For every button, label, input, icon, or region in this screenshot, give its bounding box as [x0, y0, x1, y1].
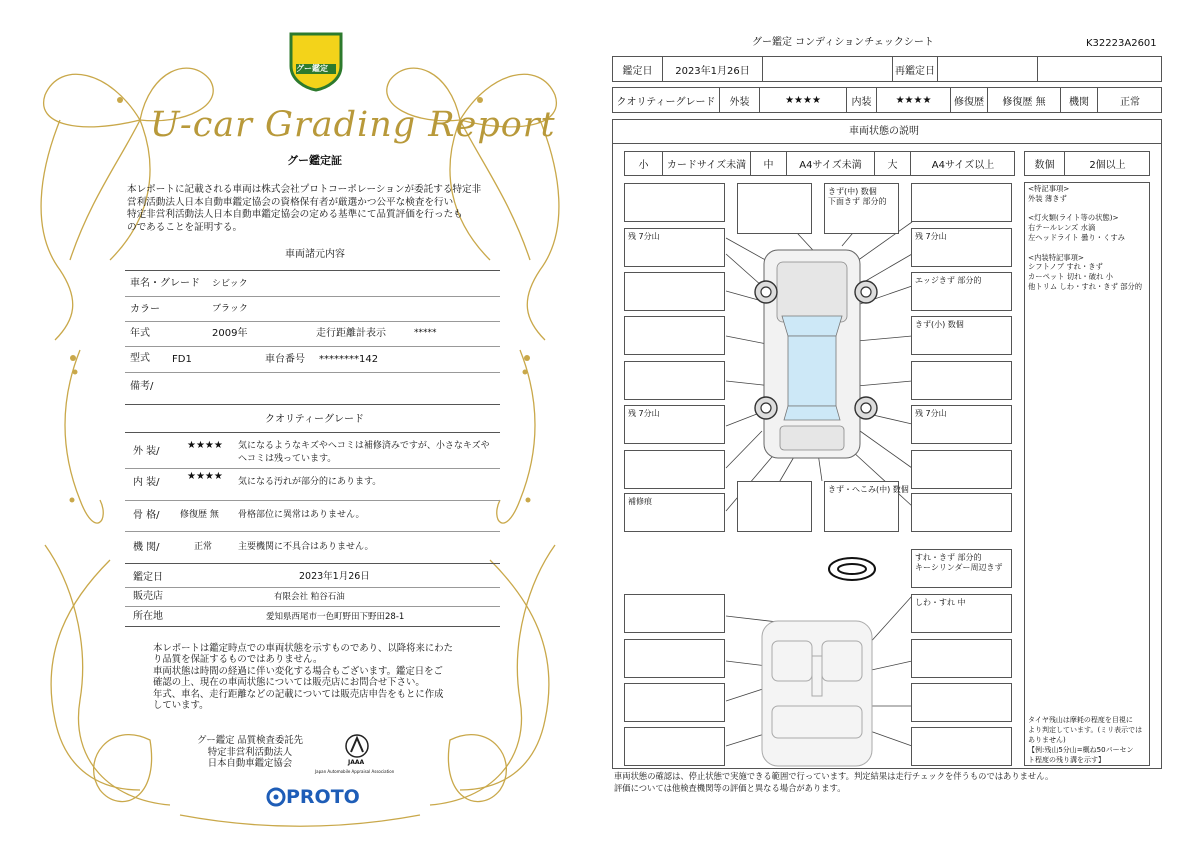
mark-box-left-6: 残 7分山 [624, 405, 725, 444]
chassis-value: ********142 [319, 354, 379, 365]
year-value: 2009年 [212, 328, 248, 339]
count-legend [1024, 151, 1150, 176]
size-large-desc: A4サイズ以上 [931, 160, 995, 171]
mark-box-left-4 [624, 316, 725, 355]
mark-box-left-3 [624, 272, 725, 311]
mark-box-right-6: 残 7分山 [911, 405, 1012, 444]
mark-box-top-1 [737, 183, 812, 234]
name-label: 車名・グレード [130, 278, 200, 289]
mark-box-int-left-3 [624, 683, 725, 722]
mark-box-bottom-1 [737, 481, 812, 532]
steering-wheel-icon [829, 558, 875, 580]
quality-title: クオリティーグレード [265, 414, 364, 425]
repair-label: 修復歴 [951, 88, 988, 112]
goo-kantei-logo [287, 30, 345, 92]
date-row [612, 56, 1162, 82]
engine-value: 正常 [1120, 96, 1140, 108]
mark-box-left-2: 残 7分山 [624, 228, 725, 267]
frame-label: 骨 格/ [133, 510, 160, 521]
mark-box-right-1 [911, 183, 1012, 222]
mark-box-top-2: きず(中) 数個 下面きず 部分的 [824, 183, 899, 234]
mark-box-bottom-2: きず・へこみ(中) 数個 [824, 481, 899, 532]
ext-stars: ★★★★ [760, 88, 847, 112]
mark-box-left-7 [624, 450, 725, 489]
count-label: 数個 [1025, 152, 1065, 175]
mark-box-right-5 [911, 361, 1012, 400]
mark-box-right-8 [911, 493, 1012, 532]
notes-text: <特記事項> 外装 薄きず <灯火類(ライト等の状態)> 右テールレンズ 水滴 左ヘッドライト 曇り・くすみ <内装特記事項> シフトノブ すれ・きず カーペット 切れ・破れ 小 他トリム しわ・すれ・きず 部分的 [1028, 184, 1143, 291]
mark-box-int-right-1: しわ・すれ 中 [911, 594, 1012, 633]
appraisal-date-label: 鑑定日 [613, 57, 663, 81]
shop-value: 有限会社 粕谷石油 [274, 592, 345, 602]
size-mid-desc: A4サイズ未満 [787, 152, 875, 175]
sheet-code: K32223A2601 [1086, 38, 1157, 49]
mark-box-int-left-4 [624, 727, 725, 766]
mark-box-int-left-2 [624, 639, 725, 678]
color-label: カラー [130, 304, 160, 315]
ext-comment-1: 気になるようなキズやヘコミは補修済みですが、小さなキズや [238, 441, 490, 451]
proto-mark-icon [266, 786, 286, 808]
grade-row [612, 87, 1162, 113]
int-label: 内 装/ [133, 477, 160, 488]
size-legend [624, 151, 1015, 176]
mark-box-int-left-1 [624, 594, 725, 633]
interior-view-icon [762, 621, 872, 766]
ext-label: 外 装/ [133, 446, 160, 457]
int-label: 内装 [847, 88, 877, 112]
logo-text: グー鑑定 [296, 64, 328, 73]
repair-value: 修復歴 無 [988, 88, 1061, 112]
grading-certificate: グー鑑定 U-car Grading Report グー鑑定証 本レポートに記載される車両は株式会社プロトコーポレーションが委託する特定非 営利活動法人日本自動車鑑定協会の資格保有者が厳選かつ公平な検査を行い 特定非営利活動法人日本自動車鑑定協会の定める基準にて品質評価を行ったも のであることを証明する。 車両諸元内容 車名・グレード シビック カラー ブラック 年式 2009年 走行距離計表示 ***** 型式 FD1 車台番号 ********142 備考/ クオリティーグレード 外 装/ ★★★★ 気になるようなキズやヘコミは補修済みですが、小さなキズや ヘコミは残っています。 内 装/ ★★★★ 気になる汚れが部分的にあります。 骨 格/ 修復歴 無 骨格部位に異常はありません。 機 関/ 正常 主要機関に不具合はありません。 鑑定日 2023年1月26日 販売店 有限会社 粕谷石油 所在地 愛知県西尾市一色町野田下野田28-1 本レポートは鑑定時点での車両状態を示すものであり、以降将来にわた り品質を保証するものではありません。 車両状態は時間の経過に伴い変化する場合もございます。鑑定日をご 確認の上、現在の車両状態については販売店にお問合せ下さい。 年式、車名、走行距離などの記載については販売店申告をもとに作成 しています。 グー鑑定 品質検査委託先 特定非営利活動法人 日本自動車鑑定協会 JAAA Japan Automobile Appraisal Association PROTO [0, 0, 600, 848]
int-comment: 気になる汚れが部分的にあります。 [238, 477, 382, 487]
footnote-1: 車両状態の確認は、停止状態で実施できる範囲で行っています。判定結果は走行チェックを伴うものではありません。 [614, 771, 1054, 781]
ext-stars: ★★★★ [187, 440, 223, 451]
model-value: FD1 [172, 354, 192, 365]
size-small-desc: カードサイズ未満 [663, 152, 751, 175]
mark-box-right-3: エッジきず 部分的 [911, 272, 1012, 311]
footer-association: グー鑑定 品質検査委託先 特定非営利活動法人 日本自動車鑑定協会 [196, 735, 304, 769]
mark-box-right-4: きず(小) 数個 [911, 316, 1012, 355]
mark-box-left-1 [624, 183, 725, 222]
mark-box-steering: すれ・きず 部分的 キーシリンダー周辺きず [911, 549, 1012, 588]
odo-value: ***** [414, 328, 437, 338]
remarks-label: 備考/ [130, 381, 154, 392]
car-top-view-icon [764, 250, 860, 458]
tire-note: タイヤ残山は摩耗の程度を目視に より判定しています。(ミリ表示では ありません) 【例:残山5分山=概ね50パーセン ト程度の残り溝を示す】 [1028, 716, 1143, 764]
reappraisal-label: 再鑑定日 [893, 57, 938, 81]
mark-box-right-2: 残 7分山 [911, 228, 1012, 267]
appraisal-date-value: 2023年1月26日 [663, 57, 763, 81]
jaaa-emblem-icon [335, 730, 395, 766]
name-value: シビック [212, 279, 248, 289]
int-stars: ★★★★ [877, 88, 951, 112]
frame-value: 修復歴 無 [180, 510, 219, 520]
year-label: 年式 [130, 328, 150, 339]
mark-box-right-7 [911, 450, 1012, 489]
explain-title: 車両状態の説明 [849, 126, 919, 137]
mark-box-left-5 [624, 361, 725, 400]
size-small: 小 [625, 152, 663, 175]
count-desc: 2個以上 [1089, 160, 1126, 171]
size-large: 大 [875, 152, 911, 175]
date-value: 2023年1月26日 [299, 571, 370, 582]
specs-title: 車両諸元内容 [285, 249, 345, 260]
date-label: 鑑定日 [133, 572, 163, 583]
mark-box-int-right-2 [911, 639, 1012, 678]
addr-value: 愛知県西尾市一色町野田下野田28-1 [266, 612, 405, 622]
model-label: 型式 [130, 353, 150, 364]
intro-text: 本レポートに記載される車両は株式会社プロトコーポレーションが委託する特定非 営利活動法人日本自動車鑑定協会の資格保有者が厳選かつ公平な検査を行い 特定非営利活動法人日本自動車鑑定協会の定める基準にて品質評価を行ったも のであることを証明する。 [127, 184, 482, 233]
addr-label: 所在地 [133, 611, 163, 622]
engine-label: 機 関/ [133, 542, 160, 553]
int-stars: ★★★★ [187, 471, 223, 482]
ext-comment-2: ヘコミは残っています。 [238, 454, 337, 464]
certificate-title: グー鑑定証 [287, 154, 342, 167]
chassis-label: 車台番号 [265, 354, 305, 365]
sheet-title: グー鑑定 コンディションチェックシート [752, 37, 934, 48]
jaaa-logo: JAAA Japan Automobile Appraisal Association [335, 730, 395, 778]
frame-comment: 骨格部位に異常はありません。 [238, 510, 365, 520]
shield-icon [287, 30, 345, 92]
script-title: U-car Grading Report [150, 105, 556, 145]
engine-value: 正常 [194, 542, 213, 552]
grade-label: クオリティーグレード [613, 88, 720, 112]
mark-box-int-right-4 [911, 727, 1012, 766]
footnote-2: 評価については他検査機関等の評価と異なる場合があります。 [614, 783, 846, 793]
notice-text: 本レポートは鑑定時点での車両状態を示すものであり、以降将来にわた り品質を保証するものではありません。 車両状態は時間の経過に伴い変化する場合もございます。鑑定日をご 確認の上、現在の車両状態については販売店にお問合せ下さい。 年式、車名、走行距離などの記載については販売店申告をもとに作成 しています。 [153, 643, 454, 712]
engine-comment: 主要機関に不具合はありません。 [238, 542, 374, 552]
mark-box-int-right-3 [911, 683, 1012, 722]
ext-label: 外装 [720, 88, 760, 112]
engine-label: 機関 [1061, 88, 1098, 112]
color-value: ブラック [212, 304, 248, 314]
mark-box-left-8: 補修痕 [624, 493, 725, 532]
odo-label: 走行距離計表示 [316, 328, 386, 339]
shop-label: 販売店 [133, 591, 163, 602]
size-mid: 中 [751, 152, 787, 175]
